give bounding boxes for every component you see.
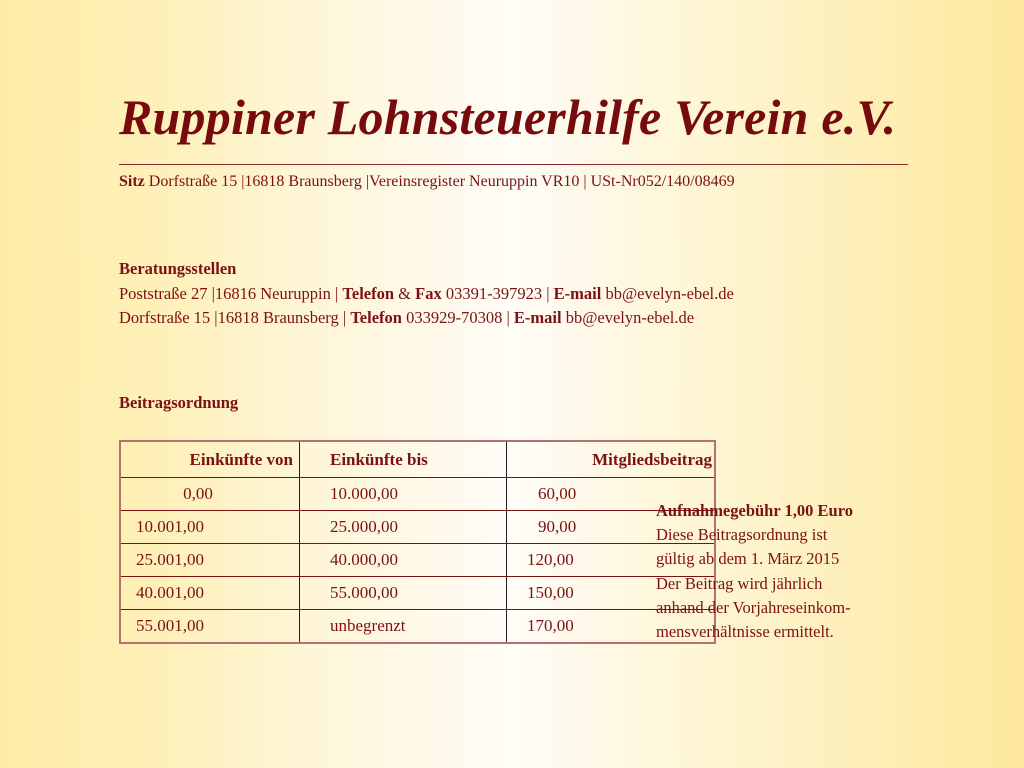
cell-income-from: 25.001,00 bbox=[120, 544, 300, 577]
cell-income-to: 25.000,00 bbox=[300, 511, 507, 544]
table-row bbox=[120, 577, 715, 610]
cell-income-to: 10.000,00 bbox=[300, 478, 507, 511]
phone-label: Telefon bbox=[342, 284, 395, 303]
cell-income-to: 40.000,00 bbox=[300, 544, 507, 577]
table-row bbox=[120, 478, 715, 511]
cell-income-from: 40.001,00 bbox=[120, 577, 300, 610]
cell-income-from: 55.001,00 bbox=[120, 610, 300, 644]
office-line-braunsberg bbox=[119, 308, 694, 328]
note-line: Diese Beitragsordnung ist bbox=[656, 525, 828, 545]
table-row bbox=[120, 610, 715, 644]
note-line: Der Beitrag wird jährlich bbox=[656, 573, 823, 593]
office-line-neuruppin bbox=[119, 284, 734, 304]
fee-note bbox=[656, 499, 853, 644]
cell-membership-fee: 120,00 bbox=[507, 544, 716, 577]
table-row bbox=[120, 511, 715, 544]
page-title: Ruppiner Lohnsteuerhilfe Verein e.V. bbox=[119, 89, 897, 145]
cell-membership-fee: 170,00 bbox=[507, 610, 716, 644]
offices-heading: Beratungsstellen bbox=[119, 259, 237, 278]
title-divider bbox=[119, 164, 908, 165]
table-header-row bbox=[120, 441, 715, 478]
email-label: E-mail bbox=[553, 284, 602, 303]
phone-number: 03391-397923 | bbox=[441, 284, 554, 303]
phone-label: Telefon bbox=[350, 308, 402, 327]
note-line: anhand der Vorjahreseinkom- bbox=[656, 597, 851, 617]
fee-table bbox=[119, 440, 716, 644]
cell-membership-fee: 60,00 bbox=[507, 478, 716, 511]
amp: & bbox=[394, 284, 416, 303]
office-address: Dorfstraße 15 |16818 Braunsberg | bbox=[119, 308, 351, 327]
cell-membership-fee: 90,00 bbox=[507, 511, 716, 544]
fees-heading: Beitragsordnung bbox=[119, 393, 239, 412]
office-address: Poststraße 27 |16816 Neuruppin | bbox=[119, 284, 343, 303]
cell-income-from: 10.001,00 bbox=[120, 511, 300, 544]
sitz-details: Dorfstraße 15 |16818 Braunsberg |Vereinsregister Neuruppin VR10 | USt-Nr052/140/08469 bbox=[144, 173, 735, 190]
email-address: bb@evelyn-ebel.de bbox=[561, 308, 695, 327]
sitz-label: Sitz bbox=[119, 173, 145, 190]
email-label: E-mail bbox=[513, 308, 562, 327]
registered-office-line bbox=[119, 173, 735, 191]
column-header-income-to: Einkünfte bis bbox=[300, 441, 507, 478]
note-line: mensverhältnisse ermittelt. bbox=[656, 622, 834, 642]
table-row bbox=[120, 544, 715, 577]
column-header-income-from: Einkünfte von bbox=[120, 441, 300, 478]
admission-fee: Aufnahmegebühr 1,00 Euro bbox=[656, 501, 853, 520]
cell-income-to: 55.000,00 bbox=[300, 577, 507, 610]
note-line: gültig ab dem 1. März 2015 bbox=[656, 549, 840, 569]
cell-income-to: unbegrenzt bbox=[300, 610, 507, 644]
email-address: bb@evelyn-ebel.de bbox=[601, 284, 734, 303]
phone-number: 033929-70308 | bbox=[401, 308, 514, 327]
fax-label: Fax bbox=[415, 284, 442, 303]
cell-membership-fee: 150,00 bbox=[507, 577, 716, 610]
column-header-membership-fee: Mitgliedsbeitrag bbox=[507, 441, 716, 478]
cell-income-from: 0,00 bbox=[120, 478, 300, 511]
